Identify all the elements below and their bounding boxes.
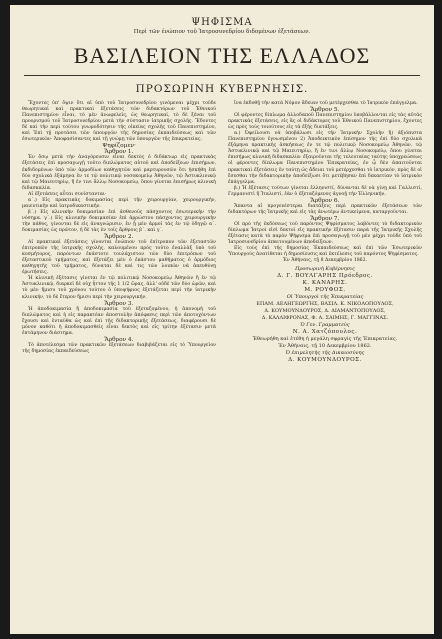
- sig-role-1: Προσωρινὴ Κυβέρνησις: [295, 266, 355, 273]
- decree-heading: Ψηφίζομεν·: [102, 143, 136, 150]
- divider: [24, 75, 420, 76]
- sig-names-ministers-1: ΕΠΑΜ. ΔΕΛΗΓΕΩΡΓΗΣ, ΒΑΣΙΛ. Κ. ΝΙΚΟΛΟΠΟΥΛΟΣ,: [256, 301, 394, 308]
- article-7-text-b: Εἰς τοὺς ἐπὶ τῆς δημοσίας Ἐκπαιδεύσεως καὶ ἐπὶ τῶν Ἐσωτερικῶν Ὑπουργοὺς ἀνατίθεται ἡ δημοσίευσις καὶ ἐκτέλεσις τοῦ παρόντος Ψηφίσματος.: [228, 246, 422, 258]
- signatures: [228, 266, 422, 364]
- document-page: [10, 5, 434, 634]
- article-2-heading: Ἄρθρον 2.: [104, 234, 134, 241]
- text-columns: [22, 101, 422, 364]
- subtitle: Περὶ τῶν ἐνώπιον τοῦ Ἰατροσυνεδρίου διδομένων ἐξετάσεων.: [133, 29, 311, 35]
- article-5-a: α.) Ὀφείλουσι νὰ ὑποβάλωσι εἰς τὴν Ἰατρικὴν Σχολὴν ἢ) ἀξιόπιστα Πανεπιστημίου ἐγνωσμένου 2) Ἀποδεικτικὸν ἐπίσημον τῆς ἐπὶ δύο σχολικὰ ἐξάμηνα πρακτικῆς ἀσκήσεως ἐν τε τῷ πολιτικῷ Νοσοκομείῳ Ἀθηνῶν, τῷ Ἀστυκλινικῷ καὶ τῷ Μαιευτηρίῳ, ἢ ἐν τινι ἄλλῳ Νοσοκομείῳ, ὅπου γίνεται ἐπισήμως κλινικὴ διδασκαλία· ἐξαιροῦνται τῆς τελευταίας ταύτης ὑποχρεώσεως οἱ φέροντες δίπλωμα Πανεπιστημίου Ἐπικρατείας, ἐν ᾧ δὲν ἀπαιτοῦνται πρακτικαὶ ἐξετάσεις ἐν ταύτῃ ὡς ἄδειαι τοῦ μετέρχεσθαι τὸ ἰατρικόν, πρὸς δὲ οἱ ἔσεσθαι τὴν διδακτορικὴν ἀποδείξωσι ὅτι μετέβησαν ἐπὶ δεκαετίαν τὸ ἰατρικὸν ἐπάγγελμα.: [228, 131, 422, 185]
- article-3-text: Ἡ ἀποδοκιμασία ἢ ἀποδοκιμασία τοῦ ἐξεταζομένου, ἡ ἀπονομὴ τοῦ διπλώματος καὶ ἡ εἰς παρακτέαν ἀποστολὴν ἀπόφασις περὶ τῶν ἀποτυχόντων ἔχουσι καὶ ἐνταῦθα ὡς καὶ ἐπὶ τῆς διδακτορικῆς ἐξετάσεως, διαφέρουσι δὲ μόνον καθότι ἡ ἀποδοκιμασθεὶς εἶναι δεκτὸς καὶ εἰς τρίτην ἐξέτασιν μετὰ ἑπτάμηνον διάστημα.: [22, 306, 216, 336]
- kingdom-title: ΒΑΣΙΛΕΙΟΝ ΤΗΣ ΕΛΛΑΔΟΣ: [73, 43, 371, 68]
- sig-names-ministers-3: Δ. ΚΑΛΛΙΦΡΟΝΑΣ, Φ. Α. ΣΑΙΜΗΣ, Γ. ΜΑΓΓΙΝΑΣ.: [261, 315, 389, 322]
- sig-name-4: Ν. Α. Χατζόπουλος.: [292, 329, 358, 336]
- article-7-heading: Ἄρθρον 7.: [310, 215, 340, 222]
- sig-name-3: Μ. ΡΟΥΦΟΣ.: [304, 287, 346, 294]
- date-line: Ἐν Ἀθήναις, τῇ 8 Δεκεμβρίου 1862.: [282, 258, 368, 264]
- article-4-continued: ἵνα ἐκδοθῇ τὴν κατὰ Νόμον ἄδειαν τοῦ μετέρχεσθαι τὸ Ἰατρικὸν ἐπάγγελμα.: [234, 101, 418, 106]
- article-1-text: Ἐν ὅσῳ μετὰ τὴν ἀναγόρευσιν εἶναι δεκτὸς ὁ διδάκτωρ εἰς πρακτικὰς ἐξετάσεις ἐπὶ προσαγωγῇ τοῦτο διπλώματος αὐτοῦ καὶ ἀποδείξεων ἐπισήμων, ἐκδιδομένων ὑπὸ τῶν ἁρμοδίων καθηγητῶν καὶ μαρτυρουσῶν ὅτι ἠσκήθη ἐπὶ δύο σχολικὰ ἑξάμηνα ἐν τε τῷ πολιτικῷ νοσοκομείῳ Ἀθηνῶν, τῷ Ἀστυκλινικῷ καὶ τῷ Μαιευτηρίῳ, ἢ ἐν τινι ἄλλῳ Νοσοκομείῳ, ὅπου γίνεται ἐπισήμως κλινικὴ διδασκαλία.: [22, 155, 216, 191]
- article-1-list-1: Αἱ ἐξετάσεις αὗται συνίστανται·: [28, 191, 107, 197]
- sig-role-3: Ὁ Γεν. Γραμματεὺς: [300, 322, 350, 329]
- preamble: Ἔχοντες ὑπ' ὄψιν ὅτι αἱ ὑπὸ τοῦ Ἰατροσυνεδρίου γινόμεναι μέχρι τοῦδε θεωρητικαὶ καὶ πρακτικαὶ ἐξετάσεις τῶν διδακτόρων τοῦ Ἐθνικοῦ Πανεπιστημίου εἶναι, τὸ μὲν ἀνωφελεῖς, ὡς θεωρητικαί, τὸ δὲ ξέναι τοῦ προορισμοῦ τοῦ Ἰατροσυνεδρίου μετὰ τὴν σύστασιν ἰατρικῆς σχολῆς. Ἔδοντες δὲ καὶ τὴν περὶ τούτου γνωμοδότησιν τῆς οἰκείας σχολῆς τοῦ Πανεπιστημίου, καὶ Ἐπὶ τῇ προτάσει τῶν ὑπουργῶν τῆς δημοσίας ἐκπαιδεύσεως καὶ τῶν ἐσωτερικῶν· Ἀποφασίσαντες καὶ τῇ γνώμῃ τῶν ὑπουργῶν τῆς ἐπικρατείας.: [22, 101, 216, 143]
- article-1-list-2: α΄.) Εἰς πρακτικὰς δοκιμασίας περὶ τῆν χειρουργίαν, χειρουργικήν, μαιευτικὴν καὶ ἰατροδικαστικήν.: [22, 197, 216, 209]
- article-2-text: Αἱ πρακτικαὶ ἐξετάσεις γίνονται ἐνώπιον τοῦ ἐπίτροπον τῶν ἐξεταστῶν ἐπιτροπῶν τῆς ἰατρικῆς σχολῆς, καλουμένου πρὸς τοῦτο ἐναλλὰξ ὑπὸ τοῦ κοσμήτορος, παρόντων ἐκάστοτε τουλάχιστον τῶν δύο ἐπιτρόπων τοῦ ἐξεταστικοῦ τμήματος, καὶ ἐξετάζει μὲν ὁ ἐκάστου μαθήματος ὁ ἁρμόδιος καθηγητὴς τοῦ τμήματος, δύναται δὲ καὶ τις τῶν λοιπῶν νὰ ἀπευθύνῃ ἐρωτήσεις.: [22, 240, 216, 276]
- header: [10, 17, 434, 95]
- publication-date: Ἐν Ἀθήναις, τῇ 10 Δεκεμβρίου 1862.: [278, 343, 372, 350]
- article-1-heading: Ἄρθρον 1.: [104, 149, 134, 156]
- article-1-list-3: β΄.) Εἰς κλινικὴν δοκιμασίαν ἐπὶ ἀσθενοῦς πάσχοντος ἐσωτερικὴν τὴν νόσημα. γ΄.) Εἰς κλινικὴν δοκιμασίαν ἐπὶ ἀρρώστου πάσχοντος χειρουργικὴν τὴν πάθος, γίνονται δὲ εἰς ἀναγνώρισιν, ἐν ᾗ μὲν ἀρμοῖ τὰς ἐν τῷ ὀδηγῷ α΄. δοκιμασίας ὡς πρῶτον, ἡ δὲ τὰς ἐν τοῖς ἄρθροις β΄. καὶ γ΄.: [22, 209, 216, 233]
- sig-role-2: Οἱ Ὑπουργοὶ τῆς Ἐπικρατείας: [286, 294, 364, 301]
- article-4-heading: Ἄρθρον 4.: [104, 336, 134, 343]
- psifisma-title: ΨΗΦΙΣΜΑ: [191, 17, 253, 28]
- article-5-heading: Ἄρθρον 5.: [310, 107, 340, 114]
- sig-name-1: Δ. Γ. ΒΟΥΛΓΑΡΗΣ Πρόεδρος.: [277, 273, 373, 280]
- right-column: [228, 101, 422, 364]
- article-5-b: β.) Ἡ ἐξέτασις τούτων γίνεται ἑλληνιστί, δύνανται δὲ νὰ γίνῃ καὶ Γαλλιστί, Γερμανιστὶ ἢ Ἰταλιστί, ἐὰν ὁ ἐξεταζόμενος ἀγνοῇ τὴν Ἑλληνικήν.: [228, 185, 422, 197]
- government-title: ΠΡΟΣΩΡΙΝΗ ΚΥΒΕΡΝΗΣΙΣ.: [135, 83, 309, 95]
- article-4-text: Τὸ ἀποτέλεσμα τῶν πρακτικῶν ἐξετάσεων διαβιβάζεται εἰς τὸ Ὑπουργεῖον τῆς δημοσίας ἐκπαιδεύσεως: [22, 342, 216, 354]
- publication-note: Ἐθεωρήθη καὶ ἐτέθη ἡ μεγάλη σφραγὶς τῆς Ἐπικρατείας.: [252, 336, 398, 343]
- article-5-text: Οἱ φέροντες δίπλωμα ἀλλοδαποῦ Πανεπιστημίου ὑποβάλλονται εἰς τὰς αὐτὰς πρακτικὰς ἐξετάσεις, εἰς ἃς οἱ διδάκτορες τοῦ Ἐθνικοῦ Πανεπιστημίου, ἔχοντες ὡς πρὸς τοὺς τοιούτους εἰς τὰ ἑξῆς διατάξεις.: [228, 113, 422, 131]
- sig-name-2: Κ. ΚΑΝΑΡΗΣ.: [302, 280, 348, 287]
- sig-name-5: Δ. ΚΟΥΜΟΥΝΔΟΥΡΟΣ.: [288, 357, 362, 364]
- article-7-text: Οἱ πρὸ τῆς ἐκδόσεως τοῦ παρόντος Ψηφίσματος λαβόντες τὸ διδακτορικὸν δίπλωμα Ἰατροὶ εἰσὶ δεκτοὶ εἰς πρακτικὴν ἐξέτασιν παρὰ τῆς Ἰατρικῆς Σχολῆς ἐξέτασις κατὰ τὸ παρὸν Ψήφισμα ἐπὶ προσαγωγῇ τοῦ μὲν μέχρι τοῦδε ὑπὸ τοῦ Ἰατροσυνεδρίου ἀπαιτουμένων ἀποδείξεων.: [228, 221, 422, 246]
- sig-names-ministers-2: Δ. ΚΟΥΜΟΥΝΔΟΥΡΟΣ, Δ. ΔΙΑΜΑΝΤΟΠΟΥΛΟΣ,: [264, 308, 386, 315]
- article-2-text-b: Ἡ κλινικὴ ἐξέτασις γίνεται ἐν τῷ πολιτικῷ Νοσοκομείῳ Ἀθηνῶν ἢ ἐν τῷ Ἀστυκλινικῷ, διαρκεῖ δὲ οὐχ ἧττον τῆς 1 1/2 ὥρας, ἀλλ' οὐδὲ τῶν δύο ὡρῶν, καὶ τὸ μὲν ἥμισυ τοῦ χρόνου τούτου ὁ ὑποψήφιος ἐξετάζεται περὶ τὴν ἰατρικὴν κλινικήν, τὸ δὲ ἕτερον ἥμισυ περὶ τὴν χειρουργικήν.: [22, 276, 216, 300]
- article-6-heading: Ἄρθρον 6.: [310, 197, 340, 204]
- article-3-heading: Ἄρθρον 3.: [104, 300, 134, 307]
- left-column: [22, 101, 216, 364]
- article-6-text: Ἅπαντα αἱ προγενέστεραι διατάξεις περὶ πρακτικῶν ἐξετάσεων τῶν διδακτόρων τῆς Ἰατρικῆς καὶ εἰς τὰς ἀνωτέρω ἀντικείμενα, καταργοῦνται.: [228, 203, 422, 215]
- sig-role-4: Ὁ ἐπιμελητὴς τῆς Δικαιοσύνης: [285, 350, 365, 357]
